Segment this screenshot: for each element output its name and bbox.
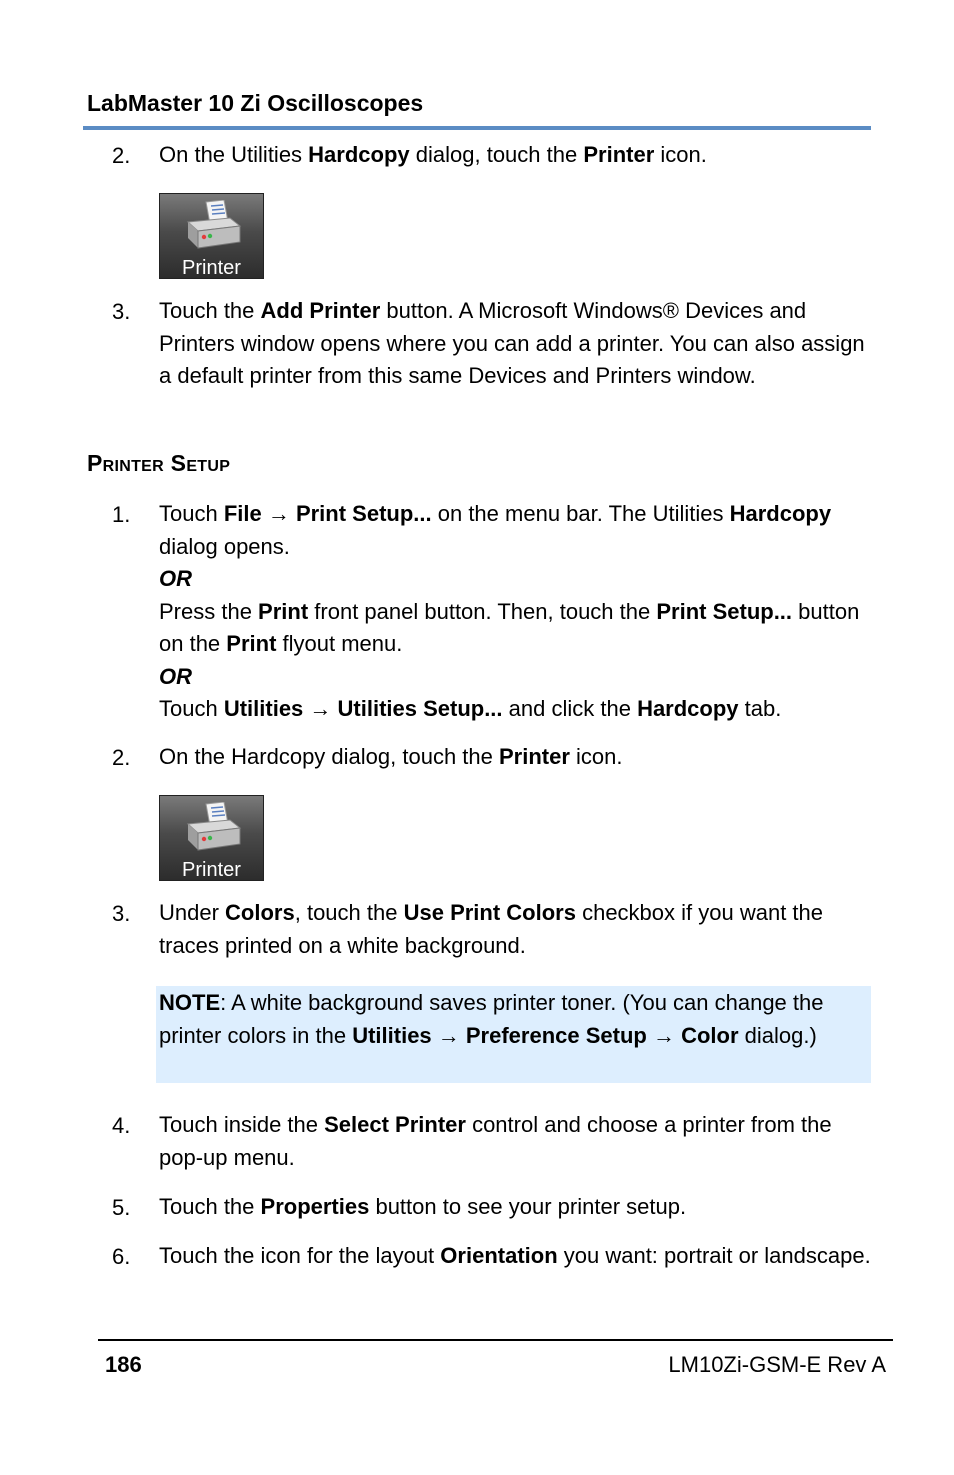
page-header-title: LabMaster 10 Zi Oscilloscopes: [87, 90, 424, 116]
step-text: On the Utilities Hardcopy dialog, touch the Printer icon.: [159, 142, 707, 167]
note-text: NOTE: A white background saves printer toner. (You can change the printer colors in the Utilities → Preference Setup → Color dialog.): [159, 990, 824, 1048]
step-number: 6.: [112, 1244, 131, 1269]
printer-button-label: Printer: [182, 859, 241, 881]
step-text: On the Hardcopy dialog, touch the Printer icon.: [159, 744, 623, 769]
printer-button[interactable]: [159, 795, 264, 881]
step-text: Touch the Add Printer button. A Microsoft Windows® Devices and Printers window opens where you can add a printer. You can also assign a default printer from this same Devices and Printers window.: [159, 298, 865, 388]
header-rule: [83, 126, 871, 130]
step-number: 5.: [112, 1195, 131, 1220]
step-number: 1.: [112, 502, 131, 527]
step-text: Touch inside the Select Printer control and choose a printer from the pop-up menu.: [159, 1112, 832, 1170]
step-text: Touch the icon for the layout Orientation you want: portrait or landscape.: [159, 1243, 871, 1268]
note-box: [156, 986, 871, 1083]
step-number: 2.: [112, 745, 131, 770]
printer-icon: [184, 200, 242, 250]
step-text: Touch File → Print Setup... on the menu bar. The Utilities Hardcopy dialog opens. OR Press the Print front panel button. Then, touch the Print Setup... button on the Print flyout menu. OR Touch Utilities → Utilities Setup... and click the Hardcopy tab.: [159, 501, 860, 721]
or-label: OR: [159, 663, 192, 689]
step-number: 3.: [112, 901, 131, 926]
printer-button[interactable]: [159, 193, 264, 279]
step-text: Touch the Properties button to see your printer setup.: [159, 1194, 687, 1219]
step-text: Under Colors, touch the Use Print Colors checkbox if you want the traces printed on a white background.: [159, 900, 823, 958]
footer-rule: [98, 1339, 893, 1341]
step-number: 2.: [112, 143, 131, 168]
or-label: OR: [159, 566, 192, 591]
step-number: 4.: [112, 1113, 131, 1138]
document-id: LM10Zi-GSM-E Rev A: [668, 1352, 886, 1377]
section-heading: Printer Setup: [87, 450, 231, 476]
step-number: 3.: [112, 299, 131, 324]
page-number: 186: [105, 1352, 142, 1377]
printer-icon: [184, 802, 242, 852]
printer-button-label: Printer: [182, 257, 241, 279]
